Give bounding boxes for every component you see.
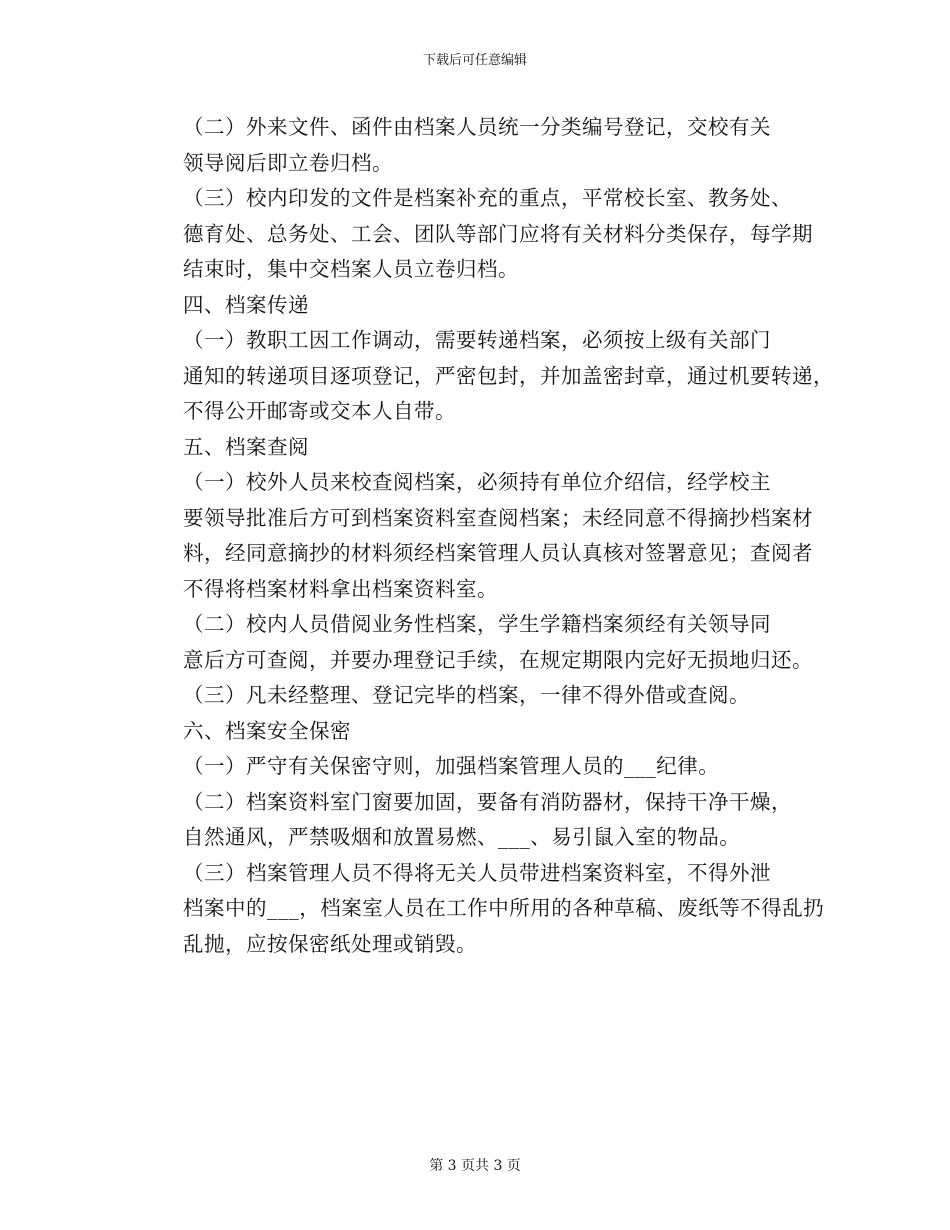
text-line: （二）外来文件、函件由档案人员统一分类编号登记，交校有关: [183, 115, 771, 139]
text-line: 领导阅后即立卷归档。: [183, 150, 393, 175]
section-heading: [142, 714, 810, 750]
text-line: 不得公开邮寄或交本人自带。: [183, 399, 456, 423]
text-line: （一）严守有关保密守则，加强档案管理人员的___纪律。: [183, 754, 720, 778]
text-line: （二）校内人员借阅业务性档案，学生学籍档案须经有关领导同: [183, 612, 771, 636]
paragraph: [142, 749, 810, 785]
text-line: 要领导批准后方可到档案资料室查阅档案；未经同意不得摘抄档案材: [183, 505, 813, 530]
text-line: 意后方可查阅，并要办理登记手续，在规定期限内完好无损地归还。: [183, 647, 813, 672]
text-line: （一）校外人员来校查阅档案，必须持有单位介绍信，经学校主: [183, 470, 771, 494]
text-line: 档案中的___，档案室人员在工作中所用的各种草稿、废纸等不得乱扔: [183, 896, 825, 920]
text-line: 德育处、总务处、工会、团队等部门应将有关材料分类保存，每学期: [183, 221, 813, 246]
text-line: （一）教职工因工作调动，需要转递档案，必须按上级有关部门: [183, 328, 771, 352]
section-heading-text: 五、档案查阅: [183, 434, 309, 459]
page-header: 下载后可任意编辑: [422, 53, 527, 68]
paragraph: [142, 110, 810, 181]
paragraph: [142, 607, 813, 678]
text-line: 料，经同意摘抄的材料须经档案管理人员认真核对签署意见；查阅者: [183, 541, 813, 565]
section-heading-text: 六、档案安全保密: [183, 718, 351, 743]
section-heading: [142, 430, 810, 466]
paragraph: [142, 181, 813, 288]
paragraph: [142, 465, 813, 607]
text-line: 自然通风，严禁吸烟和放置易燃、___、易引鼠入室的物品。: [183, 825, 741, 849]
text-line: （二）档案资料室门窗要加固，要备有消防器材，保持干净干燥，: [183, 789, 792, 814]
text-line: 不得将档案材料拿出档案资料室。: [183, 576, 498, 601]
text-line: （三）凡未经整理、登记完毕的档案，一律不得外借或查阅。: [183, 683, 750, 707]
page-footer: 第 3 页共 3 页: [429, 1158, 521, 1174]
text-line: （三）校内印发的文件是档案补充的重点，平常校长室、教务处、: [183, 186, 792, 210]
text-line: 结束时，集中交档案人员立卷归档。: [183, 257, 519, 281]
document-body: [142, 110, 834, 962]
section-heading: [142, 288, 810, 324]
paragraph: [142, 856, 825, 963]
section-heading-text: 四、档案传递: [183, 292, 309, 317]
paragraph: [142, 678, 810, 714]
paragraph: [142, 785, 810, 856]
text-line: （三）档案管理人员不得将无关人员带进档案资料室，不得外泄: [183, 860, 771, 885]
text-line: 乱抛，应按保密纸处理或销毁。: [183, 931, 477, 956]
text-line: 通知的转递项目逐项登记，严密包封，并加盖密封章，通过机要转递，: [183, 363, 834, 388]
paragraph: [142, 323, 834, 430]
